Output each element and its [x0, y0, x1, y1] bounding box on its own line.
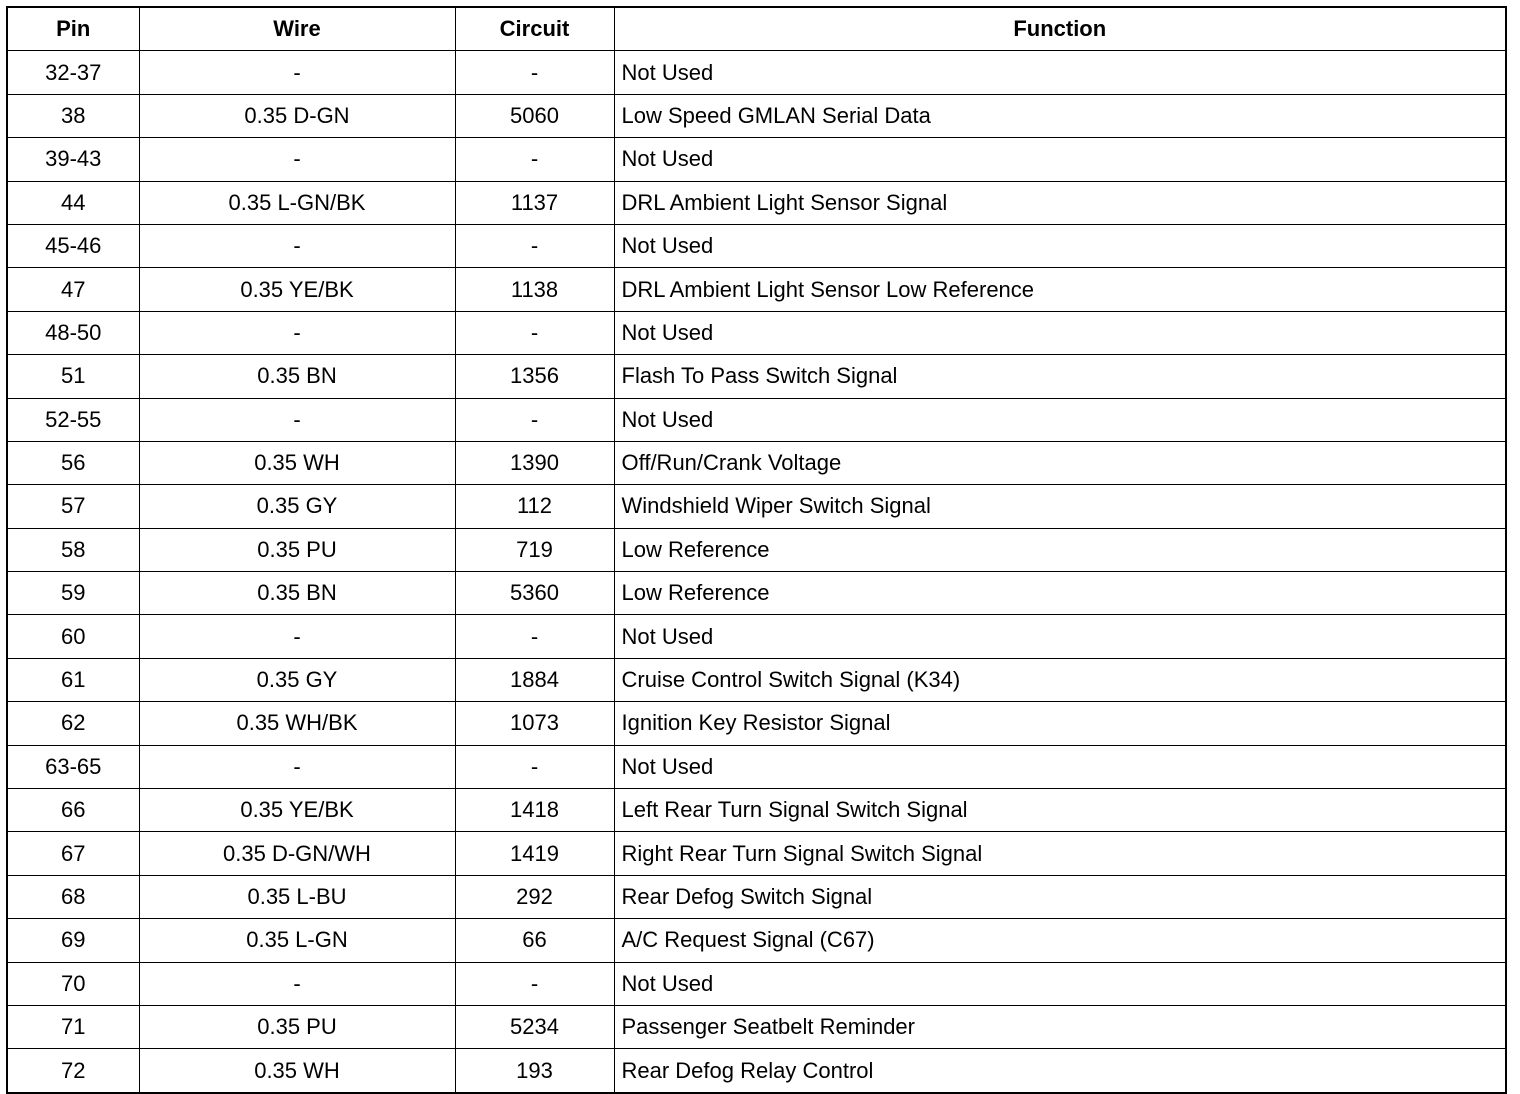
wire-cell: - [139, 138, 455, 181]
table-row [7, 485, 1506, 528]
table-row [7, 1049, 1506, 1093]
table-row [7, 875, 1506, 918]
wire-cell: 0.35 WH [139, 1049, 455, 1093]
circuit-cell: 5234 [455, 1005, 614, 1048]
function-cell: Not Used [614, 138, 1506, 181]
function-cell: A/C Request Signal (C67) [614, 919, 1506, 962]
wire-cell: 0.35 D-GN/WH [139, 832, 455, 875]
pin-cell: 71 [7, 1005, 139, 1048]
function-cell: Not Used [614, 398, 1506, 441]
circuit-cell: - [455, 615, 614, 658]
wire-cell: 0.35 GY [139, 658, 455, 701]
function-cell: Passenger Seatbelt Reminder [614, 1005, 1506, 1048]
table-row [7, 528, 1506, 571]
pin-cell: 47 [7, 268, 139, 311]
function-cell: Right Rear Turn Signal Switch Signal [614, 832, 1506, 875]
pin-cell: 51 [7, 355, 139, 398]
pin-cell: 61 [7, 658, 139, 701]
wire-cell: - [139, 398, 455, 441]
circuit-cell: 5360 [455, 572, 614, 615]
function-cell: DRL Ambient Light Sensor Low Reference [614, 268, 1506, 311]
function-cell: Flash To Pass Switch Signal [614, 355, 1506, 398]
pin-cell: 70 [7, 962, 139, 1005]
function-cell: Cruise Control Switch Signal (K34) [614, 658, 1506, 701]
table-row [7, 1005, 1506, 1048]
circuit-cell: 292 [455, 875, 614, 918]
function-cell: Not Used [614, 745, 1506, 788]
table-row [7, 355, 1506, 398]
circuit-cell: 1356 [455, 355, 614, 398]
header-circuit: Circuit [455, 7, 614, 51]
circuit-cell: 193 [455, 1049, 614, 1093]
table-row [7, 572, 1506, 615]
function-cell: Not Used [614, 51, 1506, 94]
circuit-cell: - [455, 745, 614, 788]
wire-cell: - [139, 224, 455, 267]
wire-cell: 0.35 YE/BK [139, 268, 455, 311]
wire-cell: 0.35 PU [139, 528, 455, 571]
circuit-cell: 66 [455, 919, 614, 962]
table-row [7, 51, 1506, 94]
table-row [7, 181, 1506, 224]
circuit-cell: - [455, 311, 614, 354]
wire-cell: 0.35 GY [139, 485, 455, 528]
circuit-cell: - [455, 51, 614, 94]
circuit-cell: 1418 [455, 789, 614, 832]
circuit-cell: 1073 [455, 702, 614, 745]
table-row [7, 919, 1506, 962]
pin-cell: 67 [7, 832, 139, 875]
function-cell: Windshield Wiper Switch Signal [614, 485, 1506, 528]
pin-cell: 72 [7, 1049, 139, 1093]
function-cell: Not Used [614, 224, 1506, 267]
pin-cell: 63-65 [7, 745, 139, 788]
wire-cell: - [139, 51, 455, 94]
connector-pinout-table [6, 6, 1507, 1094]
function-cell: Not Used [614, 311, 1506, 354]
circuit-cell: 1138 [455, 268, 614, 311]
circuit-cell: 112 [455, 485, 614, 528]
function-cell: Low Reference [614, 572, 1506, 615]
function-cell: Ignition Key Resistor Signal [614, 702, 1506, 745]
function-cell: Not Used [614, 962, 1506, 1005]
header-row [7, 7, 1506, 51]
wire-cell: 0.35 L-GN [139, 919, 455, 962]
table-row [7, 398, 1506, 441]
table-row [7, 224, 1506, 267]
circuit-cell: 1884 [455, 658, 614, 701]
table-row [7, 268, 1506, 311]
wire-cell: 0.35 BN [139, 572, 455, 615]
table-row [7, 94, 1506, 137]
pin-cell: 39-43 [7, 138, 139, 181]
header-wire: Wire [139, 7, 455, 51]
table-row [7, 138, 1506, 181]
header-function: Function [614, 7, 1506, 51]
pin-cell: 60 [7, 615, 139, 658]
table-row [7, 441, 1506, 484]
wire-cell: 0.35 BN [139, 355, 455, 398]
pin-cell: 38 [7, 94, 139, 137]
wire-cell: 0.35 WH/BK [139, 702, 455, 745]
pin-cell: 32-37 [7, 51, 139, 94]
table-row [7, 658, 1506, 701]
circuit-cell: 1390 [455, 441, 614, 484]
table-row [7, 702, 1506, 745]
circuit-cell: 5060 [455, 94, 614, 137]
circuit-cell: - [455, 138, 614, 181]
pin-cell: 48-50 [7, 311, 139, 354]
table-row [7, 832, 1506, 875]
pin-cell: 45-46 [7, 224, 139, 267]
circuit-cell: - [455, 398, 614, 441]
pin-cell: 56 [7, 441, 139, 484]
circuit-cell: 1419 [455, 832, 614, 875]
wire-cell: 0.35 WH [139, 441, 455, 484]
table-header [7, 7, 1506, 51]
function-cell: Low Reference [614, 528, 1506, 571]
table-row [7, 311, 1506, 354]
circuit-cell: 719 [455, 528, 614, 571]
pin-cell: 57 [7, 485, 139, 528]
connector-pinout-table-container [6, 6, 1507, 1083]
pin-cell: 62 [7, 702, 139, 745]
circuit-cell: - [455, 224, 614, 267]
function-cell: Not Used [614, 615, 1506, 658]
wire-cell: 0.35 L-BU [139, 875, 455, 918]
wire-cell: 0.35 L-GN/BK [139, 181, 455, 224]
circuit-cell: 1137 [455, 181, 614, 224]
table-body [7, 51, 1506, 1093]
function-cell: Rear Defog Switch Signal [614, 875, 1506, 918]
wire-cell: 0.35 PU [139, 1005, 455, 1048]
wire-cell: - [139, 962, 455, 1005]
table-row [7, 962, 1506, 1005]
pin-cell: 59 [7, 572, 139, 615]
wire-cell: 0.35 YE/BK [139, 789, 455, 832]
header-pin: Pin [7, 7, 139, 51]
function-cell: DRL Ambient Light Sensor Signal [614, 181, 1506, 224]
circuit-cell: - [455, 962, 614, 1005]
table-row [7, 789, 1506, 832]
wire-cell: - [139, 745, 455, 788]
table-row [7, 745, 1506, 788]
table-row [7, 615, 1506, 658]
pin-cell: 58 [7, 528, 139, 571]
pin-cell: 68 [7, 875, 139, 918]
wire-cell: 0.35 D-GN [139, 94, 455, 137]
function-cell: Rear Defog Relay Control [614, 1049, 1506, 1093]
wire-cell: - [139, 311, 455, 354]
pin-cell: 69 [7, 919, 139, 962]
function-cell: Low Speed GMLAN Serial Data [614, 94, 1506, 137]
pin-cell: 66 [7, 789, 139, 832]
function-cell: Off/Run/Crank Voltage [614, 441, 1506, 484]
wire-cell: - [139, 615, 455, 658]
pin-cell: 44 [7, 181, 139, 224]
pin-cell: 52-55 [7, 398, 139, 441]
function-cell: Left Rear Turn Signal Switch Signal [614, 789, 1506, 832]
